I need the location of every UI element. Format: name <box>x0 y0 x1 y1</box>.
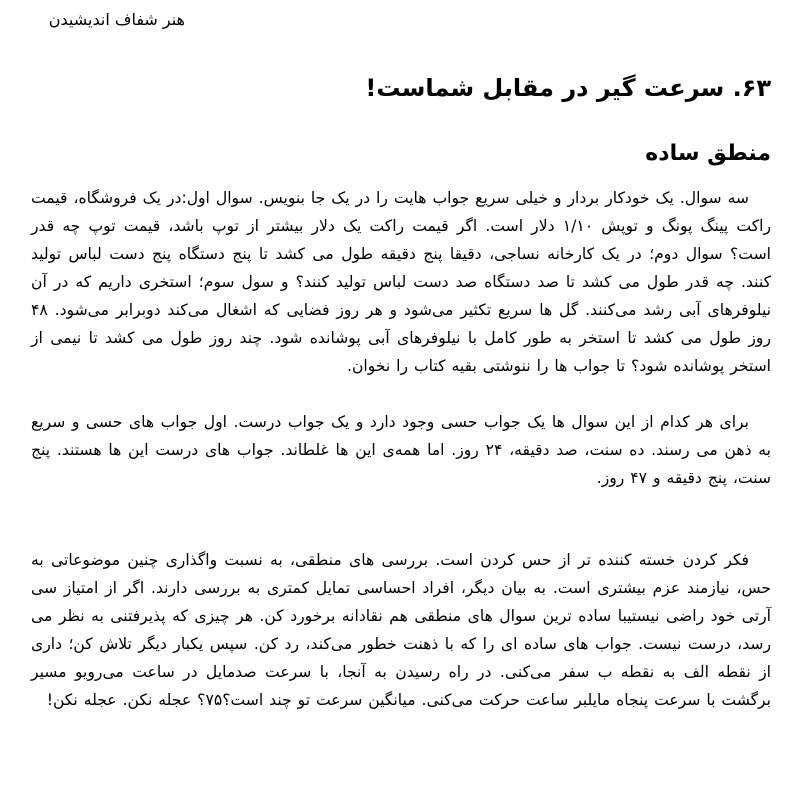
running-header: هنر شفاف اندیشیدن <box>48 10 185 29</box>
chapter-title: ۶۳. سرعت گیر در مقابل شماست! <box>365 74 771 102</box>
section-title: منطق ساده <box>645 141 771 166</box>
paragraph-questions: سه سوال. یک خودکار بردار و خیلی سریع جواب هایت را در یک جا بنویس. سوال اول:در یک فروشگاه، قیمت راکت پینگ پونگ و توپش ۱/۱۰ دلار است. اگر قیمت راکت یک دلار بیشتر از توپ باشد، قیمت توپ چه قدر است؟ سوال دوم؛ در یک کارخانه نساجی، دقیقا پنج دقیقه طول می کشد تا پنج دستگاه پنج دست لباس تولید کنند. چه قدر طول می کشد تا صد دستگاه صد دست لباس تولید کنند؟ و سول سوم؛ استخری داریم که در آن نیلوفرهای آبی رشد می‌کنند. گل ها سریع تکثیر می‌شود و هر روز فضایی که اشغال می‌کند دوبرابر می‌شود. ۴۸ روز طول می کشد تا استخر به طور کامل با نیلوفرهای آبی پوشانده شود. چند روز طول می کشد تا نیمی از استخر پوشانده شود؟ تا جواب ها را ننوشتی بقیه کتاب را نخوان. <box>31 189 772 375</box>
paragraph-reasoning: فکر کردن خسته کننده تر از حس کردن است. بررسی های منطقی، به نسبت واگذاری چنین موضوعاتی به حس، نیازمند عزم بیشتری است. به بیان دیگر، افراد احساسی تمایل کمتری به بررسی دارند. اگر از امتیاز سی آرتی خود راضی نیستیبا ساده ترین سوال های منطقی هم نقادانه برخورد کن. هر چیزی که پذیرفتنی به نظر می رسد، درست نیست. جواب های ساده ای را که با ذهنت خطور می‌کند، رد کن. سپس یکبار دیگر تلاش کن؛ داری از نقطه الف به نقطه ب سفر می‌کنی. در راه رسیدن به آنجا، با سرعت صدمایل در ساعت می‌رویو مسیر برگشت با سرعت پنجاه مایلبر ساعت حرکت می‌کنی. میانگین سرعت تو چند است؟۷۵؟ عجله نکن. عجله نکن! <box>31 551 771 709</box>
paragraph-answers: برای هر کدام از این سوال ها یک جواب حسی وجود دارد و یک جواب درست. اول جواب های حسی و سریع به ذهن می رسند. ده سنت، صد دقیقه، ۲۴ روز. اما همه‌ی این ها غلطاند. جواب های درست این ها هستند. پنج سنت، پنج دقیقه و ۴۷ روز. <box>31 413 771 487</box>
